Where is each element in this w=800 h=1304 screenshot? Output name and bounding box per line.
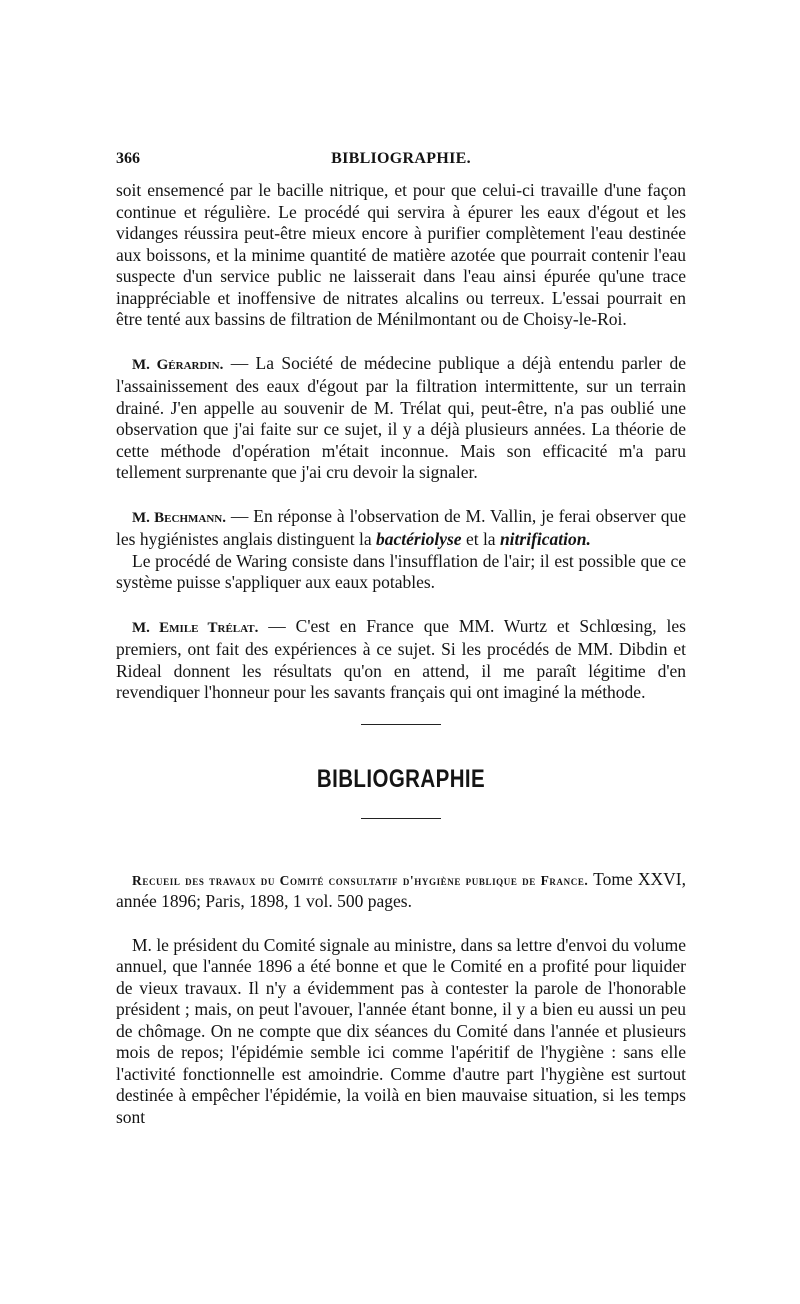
paragraph-gerardin (116, 353, 686, 484)
bechmann-text-before: — En réponse à l'observation de M. Vallin, je ferai observer que les hygiénistes anglais distinguent la (116, 505, 686, 549)
recueil-title: Recueil des travaux du Comité consultatif d'hygiène publique de France. (132, 872, 589, 888)
paragraph-bechmann (116, 506, 686, 551)
paragraph-trelat (116, 616, 686, 704)
speaker-gerardin: M. Gérardin. (132, 356, 224, 373)
bechmann-text-mid: et la (461, 529, 500, 549)
term-bacteriolyse: bactériolyse (376, 529, 462, 549)
paragraph-opening: soit ensemencé par le bacille nitrique, et pour que celui-ci travaille d'une façon continue et régulière. Le procédé qui servira à épurer les eaux d'égout et les vidanges réussira peut-être mieux encore à purifier complètement l'eau destinée aux boissons, et la minime quantité de matière azotée que pourrait contenir l'eau suspecte d'un service public ne laisserait dans l'eau ainsi épurée qu'une trace inappréciable et inoffensive de nitrates alcalins ou terreux. L'essai pourrait en être tenté aux bassins de filtration de Ménilmontant ou de Choisy-le-Roi. (116, 180, 686, 329)
section-title: BIBLIOGRAPHIE (316, 764, 486, 793)
paragraph-review: M. le président du Comité signale au ministre, dans sa lettre d'envoi du volume annuel, que l'année 1896 a été bonne et que le Comité en a profité pour liquider de vieux travaux. Il n'y a évidemment pas à contester la parole de l'honorable président ; mais, on peut l'avouer, l'année étant bonne, il y a bien eu aussi un peu de chômage. On ne compte que dix séances du Comité dans l'année et plusieurs mois de repos; l'épidémie semble ici comme l'apéritif de l'hygiène : sans elle l'activité fonctionnelle est amoindrie. Comme d'autre part l'hygiène est surtout destinée à empêcher l'épidémie, la voilà en bien mauvaise situation, si les temps sont (116, 934, 686, 1127)
page-number: 366 (116, 150, 140, 167)
page-header (116, 150, 686, 172)
term-nitrification: nitrification. (499, 529, 591, 549)
gerardin-text: — La Société de médecine publique a déjà entendu parler de l'assainissement des eaux d'égout par la filtration intermittente, sur un terrain drainé. J'en appelle au souvenir de M. Trélat qui, peut-être, n'a pas oublié une observation que j'ai faite sur ce sujet, il y a déjà plusieurs années. La théorie de cette méthode d'opération m'était inconnue. Mais son efficacité m'a paru tellement surprenante que j'ai cru devoir la signaler. (116, 352, 686, 482)
speaker-trelat: M. Emile Trélat. (132, 619, 259, 636)
speaker-bechmann: M. Bechmann. (132, 509, 226, 526)
paragraph-waring: Le procédé de Waring consiste dans l'insufflation de l'air; il est possible que ce système puisse s'appliquer aux eaux potables. (116, 550, 686, 592)
recueil-details: Tome XXVI, année 1896; Paris, 1898, 1 vol. 500 pages. (116, 868, 686, 911)
trelat-text: — C'est en France que MM. Wurtz et Schlœsing, les premiers, ont fait des expériences à ce sujet. Si les procédés de MM. Dibdin et Rideal donnent les résultats qu'on en attend, il me paraît légitime d'en revendiquer l'honneur pour les savants français qui ont imaginé la méthode. (116, 615, 686, 702)
running-title: BIBLIOGRAPHIE. (331, 150, 471, 167)
bibliography-entry-title (116, 869, 686, 913)
divider-rule-top (361, 724, 441, 725)
divider-rule-bottom (361, 818, 441, 819)
body-text (116, 180, 686, 1128)
